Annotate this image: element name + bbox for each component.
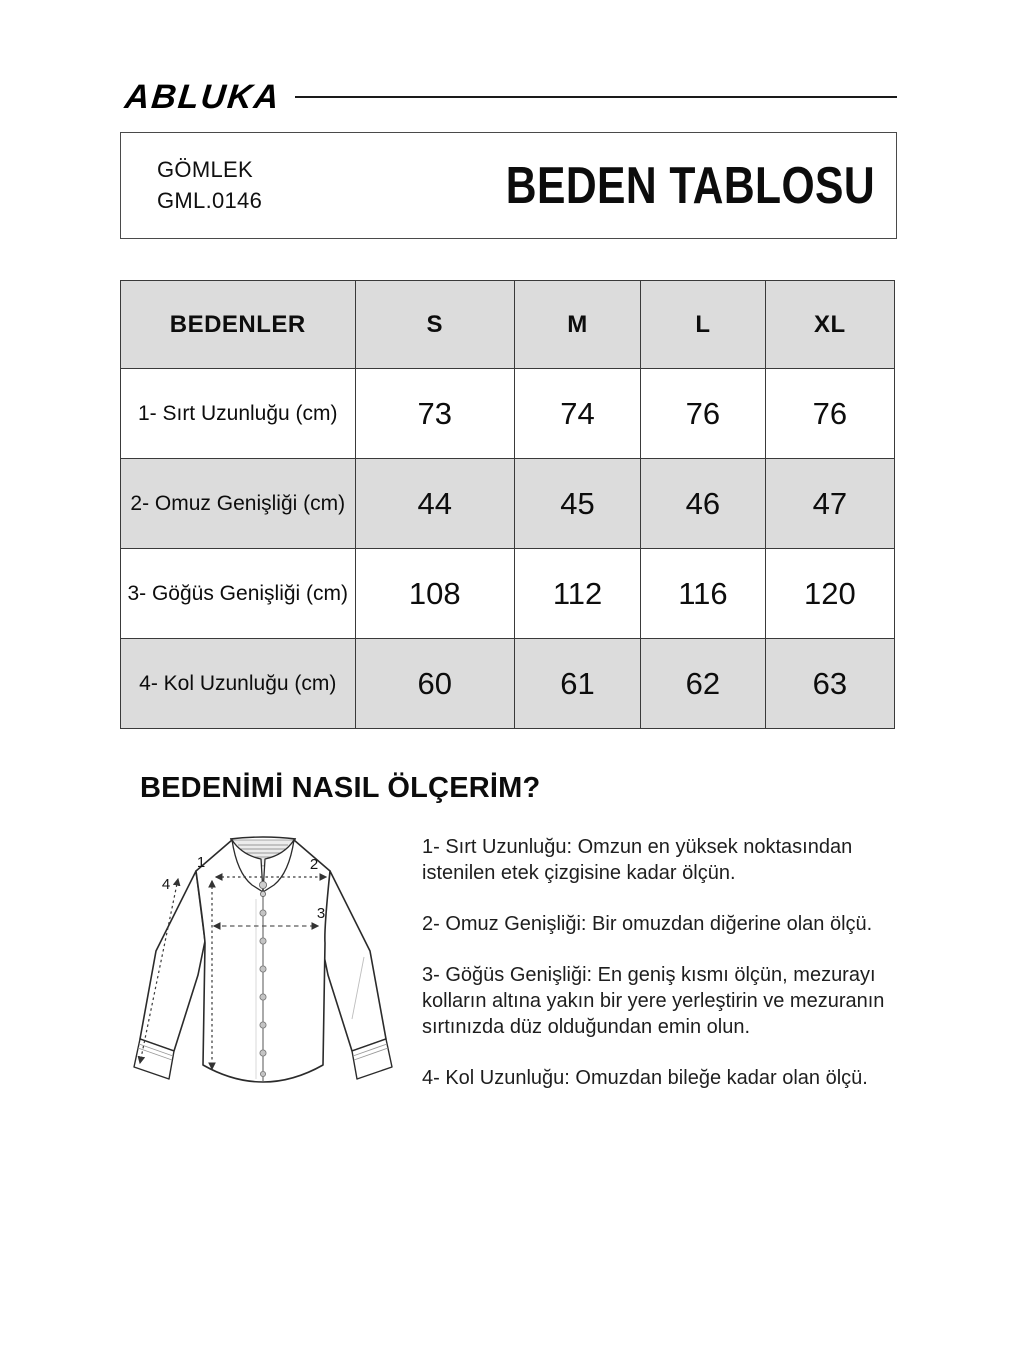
cell-value: 45 bbox=[514, 459, 640, 549]
cell-value: 60 bbox=[355, 639, 514, 729]
instruction-sleeve-length: 4- Kol Uzunluğu: Omuzdan bileğe kadar olan ölçü. bbox=[422, 1067, 868, 1089]
cell-value: 63 bbox=[765, 639, 894, 729]
cell-value: 74 bbox=[514, 369, 640, 459]
product-info bbox=[121, 155, 262, 217]
row-label: 3- Göğüs Genişliği (cm) bbox=[121, 549, 356, 639]
product-code: GML.0146 bbox=[157, 187, 263, 213]
col-header-m: M bbox=[514, 281, 640, 369]
cell-value: 116 bbox=[641, 549, 766, 639]
row-label: 1- Sırt Uzunluğu (cm) bbox=[121, 369, 356, 459]
shirt-left-sleeve bbox=[134, 871, 205, 1079]
cell-value: 120 bbox=[765, 549, 894, 639]
cell-value: 61 bbox=[514, 639, 640, 729]
diagram-label-1: 1 bbox=[196, 854, 206, 871]
howto-heading: BEDENİMİ NASIL ÖLÇERİM? bbox=[140, 772, 541, 804]
instruction-back-length: 1- Sırt Uzunluğu: Omzun en yüksek noktasından istenilen etek çizgisine kadar ölçün. bbox=[422, 836, 853, 884]
col-header-s: S bbox=[355, 281, 514, 369]
cell-value: 44 bbox=[355, 459, 514, 549]
table-row-chest-width bbox=[121, 549, 895, 639]
cell-value: 76 bbox=[641, 369, 766, 459]
measurement-instructions bbox=[422, 834, 922, 1116]
diagram-label-2: 2 bbox=[309, 856, 319, 873]
col-header-xl: XL bbox=[765, 281, 894, 369]
cell-value: 112 bbox=[514, 549, 640, 639]
cell-value: 47 bbox=[765, 459, 894, 549]
instruction-shoulder-width: 2- Omuz Genişliği: Bir omuzdan diğerine olan ölçü. bbox=[422, 913, 873, 935]
header-rule bbox=[295, 96, 897, 98]
shirt-measurement-diagram bbox=[128, 828, 416, 1120]
size-table-header-row bbox=[121, 281, 895, 369]
col-header-bedenler: BEDENLER bbox=[121, 281, 356, 369]
row-label: 4- Kol Uzunluğu (cm) bbox=[121, 639, 356, 729]
shirt-right-sleeve bbox=[321, 871, 392, 1079]
table-row-sleeve-length bbox=[121, 639, 895, 729]
diagram-label-3: 3 bbox=[316, 905, 326, 922]
page-title: BEDEN TABLOSU bbox=[505, 156, 875, 215]
cell-value: 108 bbox=[355, 549, 514, 639]
brand-header bbox=[125, 78, 897, 116]
table-row-back-length bbox=[121, 369, 895, 459]
title-box bbox=[120, 132, 897, 239]
diagram-label-4: 4 bbox=[161, 876, 171, 893]
cell-value: 46 bbox=[641, 459, 766, 549]
row-label: 2- Omuz Genişliği (cm) bbox=[121, 459, 356, 549]
product-type: GÖMLEK bbox=[157, 156, 253, 182]
cell-value: 73 bbox=[355, 369, 514, 459]
instruction-chest-width: 3- Göğüs Genişliği: En geniş kısmı ölçün, mezurayı kolların altına yakın bir yere yerleştirin ve mezuranın sırtınızda düz olduğundan emin olun. bbox=[422, 964, 885, 1038]
brand-logo: ABLUKA bbox=[123, 77, 283, 116]
cell-value: 62 bbox=[641, 639, 766, 729]
size-table bbox=[120, 280, 895, 729]
table-row-shoulder-width bbox=[121, 459, 895, 549]
cell-value: 76 bbox=[765, 369, 894, 459]
shirt-illustration bbox=[128, 828, 416, 1120]
col-header-l: L bbox=[641, 281, 766, 369]
